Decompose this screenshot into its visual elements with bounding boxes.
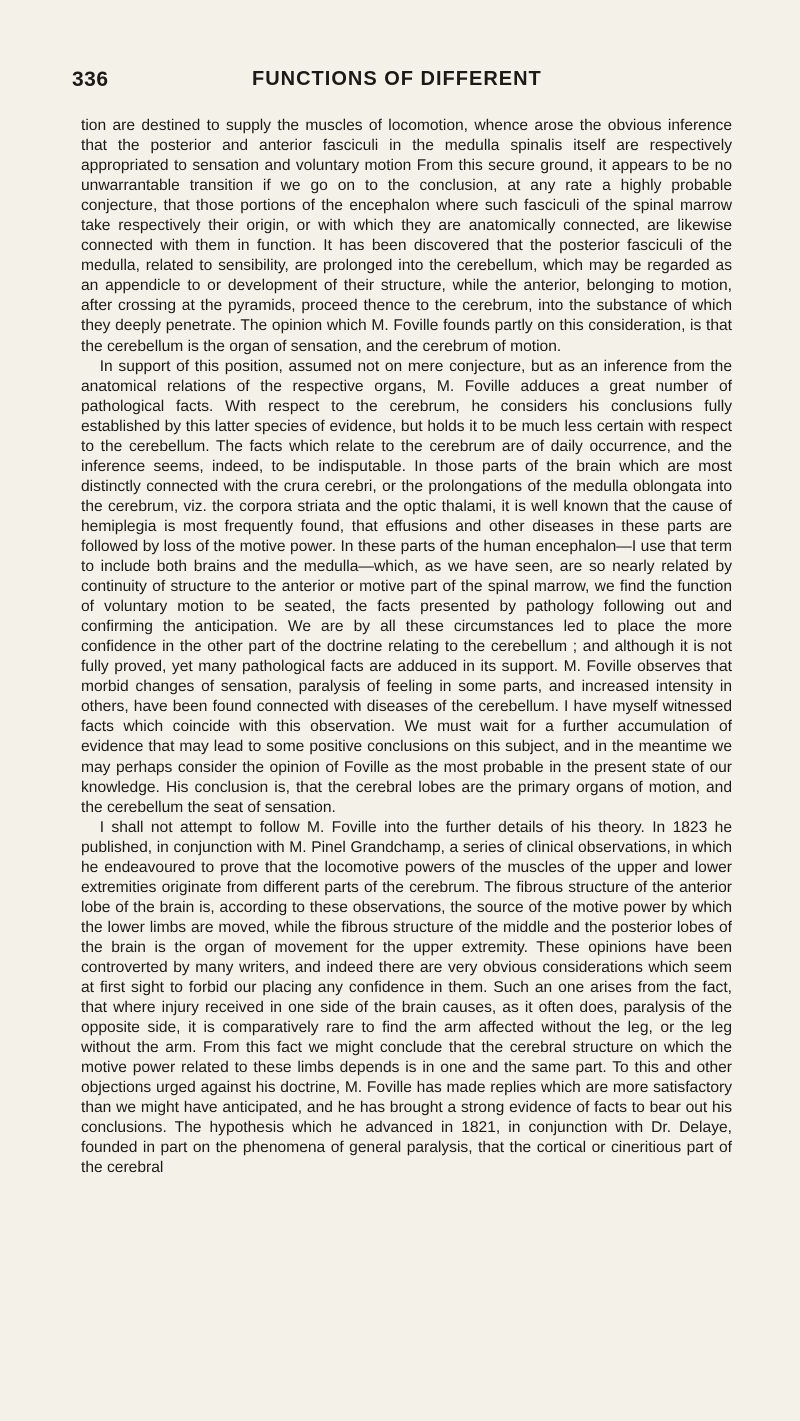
running-head: FUNCTIONS OF DIFFERENT [252, 68, 542, 90]
body-text [81, 116, 732, 1178]
paragraph: I shall not attempt to follow M. Foville into the further details of his theory. In 1823 he published, in conjunction with M. Pinel Grandchamp, a series of clinical observations, in which he endeavoured to prove that the locomotive powers of the muscles of the upper and lower extremities originate from different parts of the cerebrum. The fibrous structure of the anterior lobe of the brain is, according to these observations, the source of the motive power by which the lower limbs are moved, while the fibrous structure of the middle and the posterior lobes of the brain is the organ of movement for the upper extremity. These opinions have been controverted by many writers, and indeed there are very obvious considerations which seem at first sight to forbid our placing any confidence in them. Such an one arises from the fact, that where injury received in one side of the brain causes, as it often does, paralysis of the opposite side, it is comparatively rare to find the arm affected without the leg, or the leg without the arm. From this fact we might conclude that the cerebral structure on which the motive power related to these limbs depends is in one and the same part. To this and other objections urged against his doctrine, M. Foville has made replies which are more satisfactory than we might have anticipated, and he has brought a strong evidence of facts to bear out his conclusions. The hypothesis which he advanced in 1821, in conjunction with Dr. Delaye, founded in part on the phenomena of general paralysis, that the cortical or cineritious part of the cerebral [81, 818, 732, 1177]
paragraph: tion are destined to supply the muscles of locomotion, whence arose the obvious inference that the posterior and anterior fasciculi in the medulla spinalis itself are respectively appropriated to sensation and voluntary motion From this secure ground, it appears to be no unwarrantable transition if we go on to the conclusion, at any rate a highly probable conjecture, that those portions of the encephalon where such fasciculi of the spinal marrow take respectively their origin, or with which they are anatomically connected, are likewise connected with them in function. It has been discovered that the posterior fasciculi of the medulla, related to sensibility, are prolonged into the cerebellum, which may be regarded as an appendicle to or development of their structure, while the anterior, belonging to motion, after crossing at the pyramids, proceed thence to the cerebrum, into the substance of which they deeply penetrate. The opinion which M. Foville founds partly on this consideration, is that the cerebellum is the organ of sensation, and the cerebrum of motion. [81, 117, 732, 355]
paragraph: In support of this position, assumed not on mere conjecture, but as an inference from the anatomical relations of the respective organs, M. Foville adduces a great number of pathological facts. With respect to the cerebrum, he considers his conclusions fully established by this latter species of evidence, but holds it to be much less certain with respect to the cerebellum. The facts which relate to the cerebrum are of daily occurrence, and the inference seems, indeed, to be indisputable. In those parts of the brain which are most distinctly connected with the crura cerebri, or the prolongations of the medulla oblongata into the cerebrum, viz. the corpora striata and the optic thalami, it is well known that the cause of hemiplegia is most frequently found, that effusions and other diseases in these parts are followed by loss of the motive power. In these parts of the human encephalon—I use that term to include both brains and the medulla—which, as we have seen, are so nearly related by continuity of structure to the anterior or motive part of the spinal marrow, we find the function of voluntary motion to be seated, the facts presented by pathology following out and confirming the anticipation. We are by all these circumstances led to place the more confidence in the other part of the doctrine relating to the cerebellum ; and although it is not fully proved, yet many pathological facts are adduced in its support. M. Foville observes that morbid changes of sensation, paralysis of feeling in some parts, and increased intensity in others, have been found connected with diseases of the cerebellum. I have myself witnessed facts which coincide with this observation. We must wait for a further accumulation of evidence that may lead to some positive conclusions on this subject, and in the meantime we may perhaps consider the opinion of Foville as the most probable in the present state of our knowledge. His conclusion is, that the cerebral lobes are the primary organs of motion, and the cerebellum the seat of sensation. [81, 357, 732, 816]
page-header [72, 68, 732, 98]
page-number: 336 [72, 68, 109, 91]
